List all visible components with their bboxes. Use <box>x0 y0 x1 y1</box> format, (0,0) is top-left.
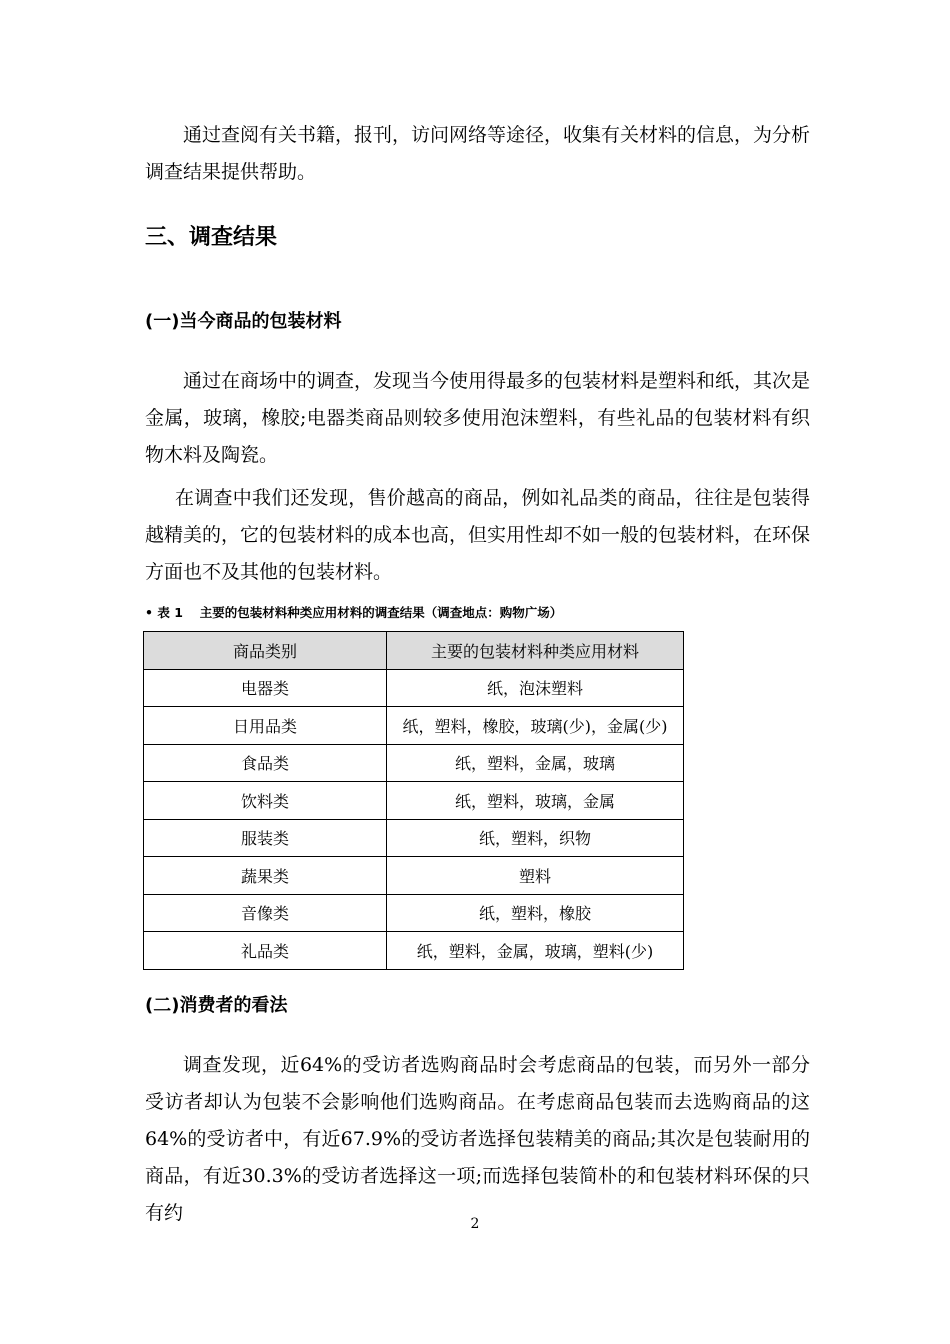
table-row <box>144 744 684 782</box>
materials-cell: 纸，塑料，橡胶 <box>387 894 684 932</box>
materials-price-paragraph: 在调查中我们还发现，售价越高的商品，例如礼品类的商品，往往是包装得越精美的，它的包装材料的成本也高，但实用性却不如一般的包装材料，在环保方面也不及其他的包装材料。 <box>145 487 811 583</box>
table-row <box>144 857 684 895</box>
materials-intro-paragraph: 通过在商场中的调查，发现当今使用得最多的包装材料是塑料和纸，其次是金属，玻璃，橡胶;电器类商品则较多使用泡沫塑料，有些礼品的包装材料有织物木料及陶瓷。 <box>145 370 811 466</box>
category-cell: 电器类 <box>144 669 387 707</box>
section-heading-results: 三、调查结果 <box>145 225 278 250</box>
table-row <box>144 669 684 707</box>
subsection-heading-consumers: (二)消费者的看法 <box>145 995 288 1016</box>
table-row <box>144 782 684 820</box>
table-row <box>144 819 684 857</box>
materials-cell: 纸，泡沫塑料 <box>387 669 684 707</box>
page-number: 2 <box>470 1216 480 1232</box>
materials-cell: 塑料 <box>387 857 684 895</box>
category-cell: 音像类 <box>144 894 387 932</box>
materials-cell: 纸，塑料，金属，玻璃，塑料(少) <box>387 932 684 970</box>
materials-cell: 纸，塑料，橡胶，玻璃(少)，金属(少) <box>387 707 684 745</box>
consumer-views-paragraph: 调查发现，近64%的受访者选购商品时会考虑商品的包装，而另外一部分受访者却认为包装不会影响他们选购商品。在考虑商品包装而去选购商品的这64%的受访者中，有近67.9%的受访者选择包装精美的商品;其次是包装耐用的商品，有近30.3%的受访者选择这一项;而选择包装简朴的和包装材料环保的只有约 <box>145 1054 810 1224</box>
materials-cell: 纸，塑料，玻璃，金属 <box>387 782 684 820</box>
materials-cell: 纸，塑料，织物 <box>387 819 684 857</box>
column-header-category: 商品类别 <box>144 632 387 670</box>
category-cell: 饮料类 <box>144 782 387 820</box>
table-row <box>144 894 684 932</box>
table-row <box>144 707 684 745</box>
table-caption: • 表 1 主要的包装材料种类应用材料的调查结果（调查地点：购物广场） <box>145 605 563 620</box>
category-cell: 食品类 <box>144 744 387 782</box>
research-method-paragraph: 通过查阅有关书籍，报刊，访问网络等途径，收集有关材料的信息，为分析调查结果提供帮助。 <box>145 124 811 183</box>
table-row <box>144 932 684 970</box>
category-cell: 礼品类 <box>144 932 387 970</box>
category-cell: 蔬果类 <box>144 857 387 895</box>
column-header-materials: 主要的包装材料种类应用材料 <box>387 632 684 670</box>
category-cell: 服装类 <box>144 819 387 857</box>
packaging-materials-table <box>143 631 684 970</box>
category-cell: 日用品类 <box>144 707 387 745</box>
materials-cell: 纸，塑料，金属，玻璃 <box>387 744 684 782</box>
table-header-row <box>144 632 684 670</box>
subsection-heading-materials: (一)当今商品的包装材料 <box>145 311 342 332</box>
